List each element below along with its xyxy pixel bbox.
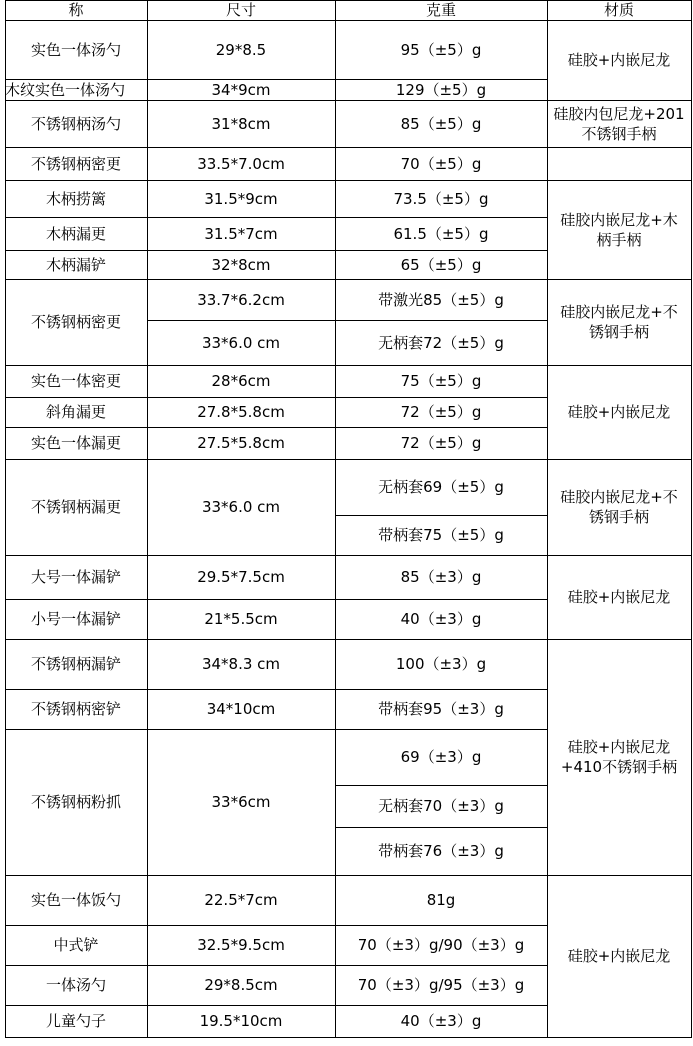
size-cell: 32*8cm — [211, 255, 271, 274]
product-name-cell: 木柄捞篱 — [45, 189, 106, 208]
product-name-cell: 木柄漏铲 — [45, 255, 106, 274]
weight-cell: 带激光85（±5）g — [378, 290, 504, 309]
weight-cell: 72（±5）g — [400, 434, 482, 452]
product-name-cell: 实色一体漏更 — [30, 434, 121, 452]
product-name-cell: 木柄漏更 — [45, 224, 106, 243]
material-cell: 硅胶内包尼龙+201 不锈钢手柄 — [553, 104, 685, 143]
product-name-cell: 不锈钢柄汤勺 — [30, 114, 121, 133]
weight-cell: 65（±5）g — [400, 255, 482, 274]
product-name-cell: 实色一体密更 — [30, 372, 121, 390]
weight-cell: 70（±3）g/95（±3）g — [357, 976, 525, 994]
weight-cell: 带柄套76（±3）g — [378, 842, 504, 860]
weight-cell: 40（±3）g — [400, 1012, 482, 1030]
size-cell: 19.5*10cm — [199, 1012, 283, 1030]
size-cell: 34*10cm — [206, 700, 276, 718]
product-name-cell: 中式铲 — [53, 936, 99, 954]
weight-cell: 73.5（±5）g — [393, 189, 489, 208]
weight-cell: 无柄套70（±3）g — [378, 797, 504, 815]
size-cell: 34*9cm — [211, 80, 271, 99]
size-cell: 27.5*5.8cm — [197, 434, 285, 452]
size-cell: 33*6.0 cm — [201, 498, 281, 516]
product-name-cell: 不锈钢柄密铲 — [30, 700, 121, 718]
sub-row-divider — [335, 827, 547, 828]
size-cell: 34*8.3 cm — [201, 655, 281, 673]
weight-cell: 75（±5）g — [400, 372, 482, 390]
size-cell: 27.8*5.8cm — [197, 403, 285, 421]
product-name-cell: 不锈钢柄漏更 — [30, 498, 121, 516]
material-cell: 硅胶+内嵌尼龙 — [567, 51, 671, 69]
sub-row-divider — [335, 515, 547, 516]
weight-cell: 95（±5）g — [400, 40, 482, 59]
weight-cell: 72（±5）g — [400, 403, 482, 421]
material-cell: 硅胶+内嵌尼龙 — [567, 947, 671, 965]
weight-cell: 61.5（±5）g — [393, 224, 489, 243]
size-cell: 33*6cm — [211, 793, 271, 811]
material-cell: 硅胶+内嵌尼龙 — [567, 403, 671, 421]
material-cell: 硅胶+内嵌尼龙 — [567, 588, 671, 606]
size-cell: 31.5*7cm — [204, 224, 278, 243]
size-cell: 29*8.5cm — [204, 976, 278, 994]
product-name-cell: 不锈钢柄密更 — [30, 154, 121, 173]
product-name-cell: 实色一体饭勺 — [30, 891, 121, 909]
material-divider — [547, 1037, 691, 1038]
size-cell: 31*8cm — [211, 114, 271, 133]
material-cell: 硅胶内嵌尼龙+不 锈钢手柄 — [560, 488, 678, 526]
weight-cell: 40（±3）g — [400, 610, 482, 628]
header-name: 称 — [68, 1, 84, 19]
material-cell: 硅胶+内嵌尼龙 +410不锈钢手柄 — [560, 738, 678, 776]
product-name-cell: 木纹实色一体汤勺 — [5, 80, 126, 99]
weight-cell: 69（±3）g — [400, 748, 482, 766]
product-name-cell: 斜角漏更 — [45, 403, 106, 421]
product-name-cell: 大号一体漏铲 — [30, 568, 121, 586]
product-name-cell: 不锈钢柄密更 — [30, 313, 121, 331]
header-material: 材质 — [603, 1, 634, 19]
weight-cell: 85（±5）g — [400, 114, 482, 133]
material-cell: 硅胶内嵌尼龙+不 锈钢手柄 — [560, 303, 678, 341]
weight-cell: 129（±5）g — [395, 80, 487, 99]
weight-cell: 无柄套72（±5）g — [378, 333, 504, 352]
size-cell: 29.5*7.5cm — [197, 568, 285, 586]
product-name-cell: 一体汤勺 — [45, 976, 106, 994]
size-cell: 28*6cm — [211, 372, 271, 390]
material-cell: 硅胶内嵌尼龙+木 柄手柄 — [560, 210, 678, 249]
weight-cell: 带柄套75（±5）g — [378, 526, 504, 544]
size-cell: 32.5*9.5cm — [197, 936, 285, 954]
table-border-right — [691, 0, 692, 1038]
weight-cell: 70（±5）g — [400, 154, 482, 173]
product-name-cell: 儿童勺子 — [45, 1012, 106, 1030]
size-cell: 29*8.5 — [215, 40, 267, 59]
size-cell: 33*6.0 cm — [201, 333, 281, 352]
size-cell: 33.7*6.2cm — [197, 290, 285, 309]
header-size: 尺寸 — [225, 1, 256, 19]
size-cell: 22.5*7cm — [204, 891, 278, 909]
row-divider — [5, 1037, 547, 1038]
weight-cell: 带柄套95（±3）g — [378, 700, 504, 718]
material-divider — [547, 147, 691, 148]
product-name-cell: 不锈钢柄漏铲 — [30, 655, 121, 673]
weight-cell: 100（±3）g — [395, 655, 487, 673]
product-name-cell: 实色一体汤勺 — [30, 40, 121, 59]
header-weight: 克重 — [425, 1, 456, 19]
weight-cell: 85（±3）g — [400, 568, 482, 586]
product-name-cell: 不锈钢柄粉抓 — [30, 793, 121, 811]
sub-row-divider — [335, 785, 547, 786]
size-cell: 33.5*7.0cm — [197, 154, 285, 173]
weight-cell: 无柄套69（±5）g — [378, 478, 504, 496]
weight-cell: 70（±3）g/90（±3）g — [357, 936, 525, 954]
product-name-cell: 小号一体漏铲 — [30, 610, 121, 628]
weight-cell: 81g — [426, 891, 456, 909]
size-cell: 31.5*9cm — [204, 189, 278, 208]
size-cell: 21*5.5cm — [204, 610, 278, 628]
